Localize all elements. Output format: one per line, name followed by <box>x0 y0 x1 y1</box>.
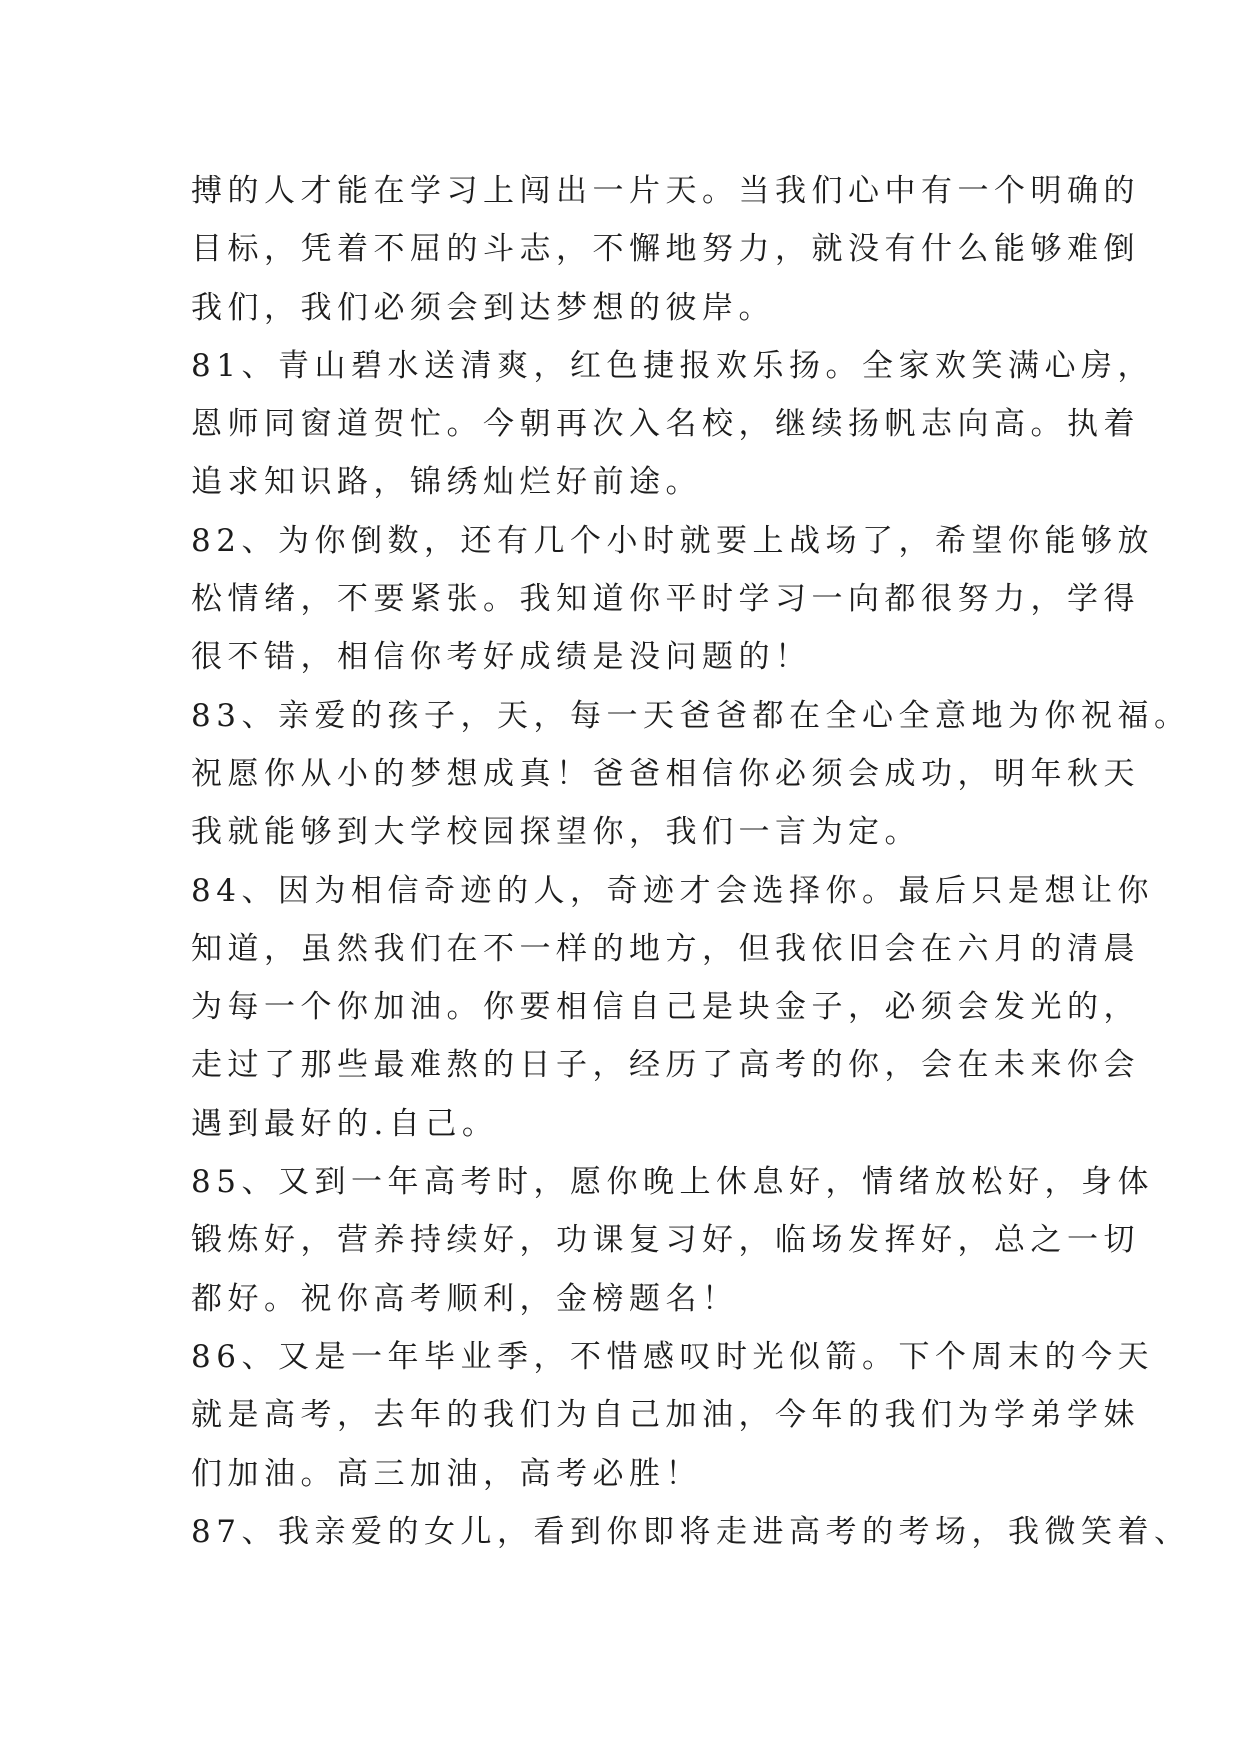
text-line: 都好。祝你高考顺利，金榜题名！ <box>191 1280 739 1317</box>
text-line: 目标，凭着不屈的斗志，不懈地努力，就没有什么能够难倒 <box>191 231 1140 268</box>
text-line: 追求知识路，锦绣灿烂好前途。 <box>191 464 702 501</box>
text-line: 松情绪，不要紧张。我知道你平时学习一向都很努力，学得 <box>191 581 1140 618</box>
text-line: 就是高考，去年的我们为自己加油，今年的我们为学弟学妹 <box>191 1397 1140 1434</box>
text-line: 很不错，相信你考好成绩是没问题的！ <box>191 639 812 676</box>
text-line: 我们，我们必须会到达梦想的彼岸。 <box>191 289 775 326</box>
text-line: 87、我亲爱的女儿，看到你即将走进高考的考场，我微笑着、 <box>191 1513 1191 1550</box>
text-line: 恩师同窗道贺忙。今朝再次入名校，继续扬帆志向高。执着 <box>191 406 1140 443</box>
text-line: 我就能够到大学校园探望你，我们一言为定。 <box>191 814 921 851</box>
text-line: 为每一个你加油。你要相信自己是块金子，必须会发光的， <box>191 989 1140 1026</box>
text-line: 遇到最好的.自己。 <box>191 1105 499 1142</box>
document-body <box>191 162 1191 1561</box>
text-line: 走过了那些最难熬的日子，经历了高考的你，会在未来你会 <box>191 1047 1140 1084</box>
text-line: 84、因为相信奇迹的人，奇迹才会选择你。最后只是想让你 <box>191 872 1154 909</box>
text-line: 81、青山碧水送清爽，红色捷报欢乐扬。全家欢笑满心房， <box>191 347 1154 384</box>
text-line: 们加油。高三加油，高考必胜！ <box>191 1455 702 1492</box>
text-line: 搏的人才能在学习上闯出一片天。当我们心中有一个明确的 <box>191 173 1140 209</box>
text-line: 85、又到一年高考时，愿你晚上休息好，情绪放松好，身体 <box>191 1164 1154 1201</box>
text-line: 锻炼好，营养持续好，功课复习好，临场发挥好，总之一切 <box>191 1222 1140 1259</box>
text-line: 祝愿你从小的梦想成真！爸爸相信你必须会成功，明年秋天 <box>191 755 1140 792</box>
text-line: 知道，虽然我们在不一样的地方，但我依旧会在六月的清晨 <box>191 930 1140 967</box>
text-line: 82、为你倒数，还有几个小时就要上战场了，希望你能够放 <box>191 522 1154 559</box>
text-line: 83、亲爱的孩子，天，每一天爸爸都在全心全意地为你祝福。 <box>191 697 1191 734</box>
text-line: 86、又是一年毕业季，不惜感叹时光似箭。下个周末的今天 <box>191 1338 1154 1375</box>
